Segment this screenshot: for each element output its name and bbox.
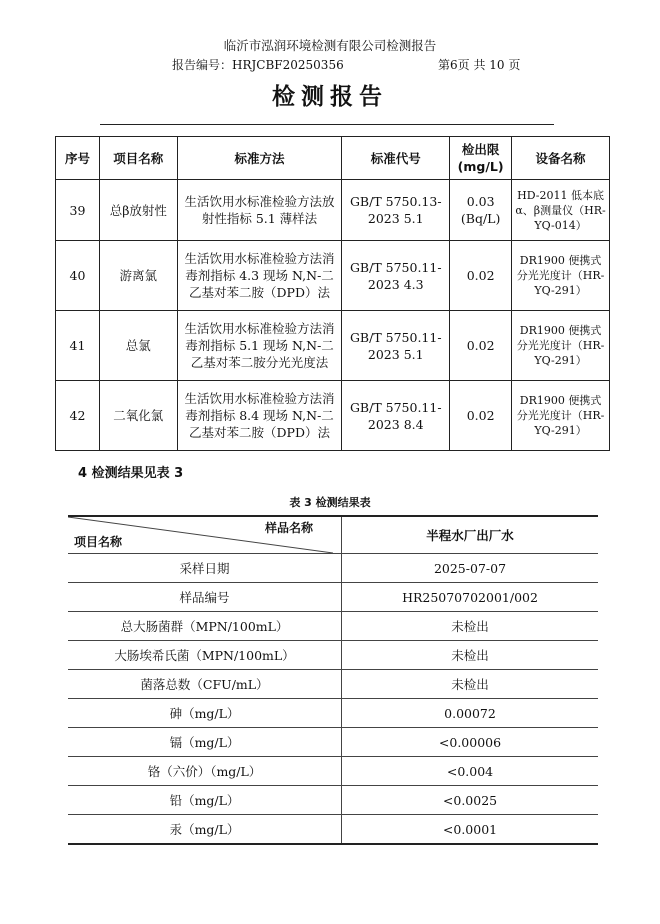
- result-value: <0.0025: [342, 786, 599, 815]
- table-row: [68, 554, 598, 583]
- table-row: [56, 180, 610, 241]
- result-item: 菌落总数（CFU/mL）: [68, 670, 342, 699]
- method-table: [55, 136, 610, 451]
- row-item: 总氯: [99, 311, 177, 381]
- result-value: 2025-07-07: [342, 554, 599, 583]
- row-method: 生活饮用水标准检验方法消毒剂指标 5.1 现场 N,N-二乙基对苯二胺分光光度法: [177, 311, 342, 381]
- table-row: [68, 815, 598, 845]
- col-method: 标准方法: [177, 137, 342, 180]
- row-code: GB/T 5750.11-2023 8.4: [342, 381, 450, 451]
- header-item-label: 项目名称: [74, 535, 123, 549]
- row-no: 41: [56, 311, 100, 381]
- result-item: 铅（mg/L）: [68, 786, 342, 815]
- result-item: 样品编号: [68, 583, 342, 612]
- result-item: 砷（mg/L）: [68, 699, 342, 728]
- title-divider: [100, 124, 554, 125]
- table-row: [68, 670, 598, 699]
- col-limit-label: 检出限: [461, 142, 500, 157]
- result-item: 汞（mg/L）: [68, 815, 342, 845]
- row-device: DR1900 便携式分光光度计（HR-YQ-291）: [512, 381, 610, 451]
- row-code: GB/T 5750.13-2023 5.1: [342, 180, 450, 241]
- method-table-header: [56, 137, 610, 180]
- report-number: 报告编号：HRJCBF20250356: [172, 58, 344, 72]
- row-method: 生活饮用水标准检验方法放射性指标 5.1 薄样法: [177, 180, 342, 241]
- row-limit: 0.02: [450, 381, 512, 451]
- result-value: 0.00072: [342, 699, 599, 728]
- row-limit: 0.03 (Bq/L): [450, 180, 512, 241]
- sample-name: 半程水厂出厂水: [342, 516, 599, 554]
- section-heading: 4 检测结果见表 3: [78, 466, 184, 481]
- row-device: DR1900 便携式分光光度计（HR-YQ-291）: [512, 311, 610, 381]
- results-table-caption: 表 3 检测结果表: [289, 496, 371, 509]
- row-device: HD-2011 低本底α、β测量仪（HR-YQ-014）: [512, 180, 610, 241]
- table-row: [68, 757, 598, 786]
- result-value: 未检出: [342, 670, 599, 699]
- result-value: 未检出: [342, 612, 599, 641]
- header-sample-label: 样品名称: [264, 521, 313, 535]
- row-item: 二氧化氯: [99, 381, 177, 451]
- row-method: 生活饮用水标准检验方法消毒剂指标 8.4 现场 N,N-二乙基对苯二胺（DPD）法: [177, 381, 342, 451]
- page-title: 检测报告: [272, 84, 388, 110]
- row-no: 42: [56, 381, 100, 451]
- result-value: 未检出: [342, 641, 599, 670]
- result-item: 铬（六价）（mg/L）: [68, 757, 342, 786]
- table-row: [68, 612, 598, 641]
- result-item: 镉（mg/L）: [68, 728, 342, 757]
- results-header-row: [68, 516, 598, 554]
- row-no: 40: [56, 241, 100, 311]
- col-no: 序号: [56, 137, 100, 180]
- result-value: <0.004: [342, 757, 599, 786]
- col-limit: [450, 137, 512, 180]
- table-row: [68, 786, 598, 815]
- row-device: DR1900 便携式分光光度计（HR-YQ-291）: [512, 241, 610, 311]
- table-row: [68, 699, 598, 728]
- report-company-header: 临沂市泓润环境检测有限公司检测报告: [223, 38, 437, 53]
- table-row: [56, 381, 610, 451]
- row-item: 总β放射性: [99, 180, 177, 241]
- row-code: GB/T 5750.11-2023 4.3: [342, 241, 450, 311]
- result-item: 总大肠菌群（MPN/100mL）: [68, 612, 342, 641]
- col-item: 项目名称: [99, 137, 177, 180]
- table-row: [56, 241, 610, 311]
- col-limit-unit: (mg/L): [457, 159, 504, 174]
- result-item: 大肠埃希氏菌（MPN/100mL）: [68, 641, 342, 670]
- row-no: 39: [56, 180, 100, 241]
- table-row: [56, 311, 610, 381]
- table-row: [68, 728, 598, 757]
- results-table: [68, 515, 598, 845]
- row-limit: 0.02: [450, 241, 512, 311]
- row-limit: 0.02: [450, 311, 512, 381]
- row-code: GB/T 5750.11-2023 5.1: [342, 311, 450, 381]
- results-header-diagonal-cell: [68, 516, 342, 554]
- col-code: 标准代号: [342, 137, 450, 180]
- row-item: 游离氯: [99, 241, 177, 311]
- result-value: <0.00006: [342, 728, 599, 757]
- result-value: <0.0001: [342, 815, 599, 845]
- col-device: 设备名称: [512, 137, 610, 180]
- result-item: 采样日期: [68, 554, 342, 583]
- table-row: [68, 641, 598, 670]
- result-value: HR25070702001/002: [342, 583, 599, 612]
- page-info: 第6页 共 10 页: [438, 58, 521, 72]
- row-method: 生活饮用水标准检验方法消毒剂指标 4.3 现场 N,N-二乙基对苯二胺（DPD）法: [177, 241, 342, 311]
- table-row: [68, 583, 598, 612]
